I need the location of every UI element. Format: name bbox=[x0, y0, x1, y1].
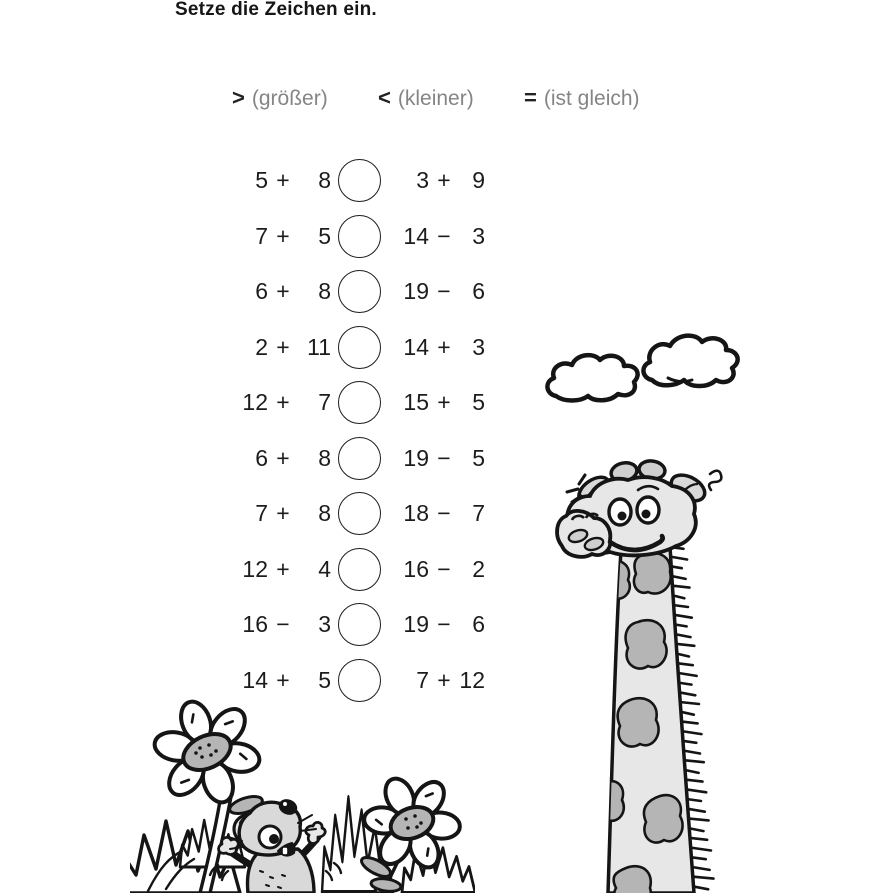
less-label: (kleiner) bbox=[397, 87, 474, 110]
left-operator: + bbox=[276, 555, 290, 582]
left-operand-2: 5 bbox=[318, 666, 331, 693]
answer-circle[interactable] bbox=[338, 326, 381, 369]
answer-circle[interactable] bbox=[338, 270, 381, 313]
giraffe-illustration bbox=[552, 450, 732, 893]
answer-circle[interactable] bbox=[338, 381, 381, 424]
right-operand-2: 3 bbox=[472, 222, 485, 249]
legend-equal bbox=[524, 85, 640, 111]
answer-circle[interactable] bbox=[338, 492, 381, 535]
left-operand-1: 7 bbox=[255, 500, 268, 527]
left-operand-1: 12 bbox=[242, 555, 268, 582]
right-operand-2: 5 bbox=[472, 389, 485, 416]
right-operand-2: 6 bbox=[472, 611, 485, 638]
left-operand-1: 5 bbox=[255, 167, 268, 194]
right-operand-1: 7 bbox=[416, 666, 429, 693]
exercise-list bbox=[230, 153, 485, 708]
right-operator: − bbox=[437, 222, 451, 249]
mouse-tooth bbox=[282, 847, 288, 855]
left-operand-2: 8 bbox=[318, 278, 331, 305]
right-operator: + bbox=[437, 389, 451, 416]
meadow-illustration bbox=[130, 695, 475, 893]
left-operand-1: 14 bbox=[242, 666, 268, 693]
flower bbox=[152, 697, 261, 806]
answer-circle[interactable] bbox=[338, 548, 381, 591]
left-operator: + bbox=[276, 222, 290, 249]
left-operand-2: 11 bbox=[307, 333, 331, 360]
exercise-row bbox=[230, 375, 485, 431]
left-operand-1: 6 bbox=[255, 278, 268, 305]
right-operator: + bbox=[437, 666, 451, 693]
left-operator: − bbox=[276, 611, 290, 638]
left-operand-2: 7 bbox=[318, 389, 331, 416]
mouse-hand bbox=[306, 822, 325, 843]
cloud-large bbox=[643, 336, 737, 386]
squiggle bbox=[709, 471, 721, 490]
answer-circle[interactable] bbox=[338, 603, 381, 646]
equal-label: (ist gleich) bbox=[543, 87, 640, 110]
right-operand-1: 18 bbox=[403, 500, 429, 527]
answer-circle[interactable] bbox=[338, 215, 381, 258]
exercise-row bbox=[230, 597, 485, 653]
left-operand-2: 8 bbox=[318, 167, 331, 194]
cloud-small bbox=[547, 355, 637, 400]
exercise-row bbox=[230, 153, 485, 209]
left-operator: + bbox=[276, 500, 290, 527]
legend-less bbox=[378, 85, 474, 111]
right-operand-1: 16 bbox=[403, 555, 429, 582]
legend-greater bbox=[232, 85, 328, 111]
right-operator: + bbox=[437, 167, 451, 194]
left-operator: + bbox=[276, 666, 290, 693]
clouds-illustration bbox=[540, 330, 740, 414]
answer-circle[interactable] bbox=[338, 437, 381, 480]
right-operand-2: 3 bbox=[472, 333, 485, 360]
left-operand-1: 2 bbox=[255, 333, 268, 360]
equal-symbol: = bbox=[524, 85, 537, 110]
left-operand-2: 8 bbox=[318, 444, 331, 471]
right-operand-2: 5 bbox=[472, 444, 485, 471]
right-operand-2: 7 bbox=[472, 500, 485, 527]
exercise-row bbox=[230, 431, 485, 487]
right-operand-2: 6 bbox=[472, 278, 485, 305]
greater-symbol: > bbox=[232, 85, 245, 110]
right-operand-1: 19 bbox=[403, 444, 429, 471]
answer-circle[interactable] bbox=[338, 159, 381, 202]
page-title: Setze die Zeichen ein. bbox=[175, 0, 377, 20]
right-operand-1: 3 bbox=[416, 167, 429, 194]
left-operand-1: 16 bbox=[242, 611, 268, 638]
right-operand-2: 12 bbox=[459, 666, 485, 693]
exercise-row bbox=[230, 486, 485, 542]
exercise-row bbox=[230, 209, 485, 265]
right-operator: − bbox=[437, 611, 451, 638]
left-operand-1: 6 bbox=[255, 444, 268, 471]
left-operator: + bbox=[276, 444, 290, 471]
exercise-row bbox=[230, 264, 485, 320]
less-symbol: < bbox=[378, 85, 391, 110]
greater-label: (größer) bbox=[251, 87, 328, 110]
left-operand-2: 4 bbox=[318, 555, 331, 582]
exercise-row bbox=[230, 542, 485, 598]
right-operand-1: 19 bbox=[403, 278, 429, 305]
right-operand-1: 19 bbox=[403, 611, 429, 638]
exercise-row bbox=[230, 320, 485, 376]
right-operand-2: 9 bbox=[472, 167, 485, 194]
right-operand-2: 2 bbox=[472, 555, 485, 582]
right-operator: − bbox=[437, 555, 451, 582]
left-operator: + bbox=[276, 278, 290, 305]
left-operator: + bbox=[276, 389, 290, 416]
right-operand-1: 14 bbox=[403, 333, 429, 360]
right-operator: + bbox=[437, 333, 451, 360]
left-operand-2: 3 bbox=[318, 611, 331, 638]
left-operand-2: 5 bbox=[318, 222, 331, 249]
right-operator: − bbox=[437, 278, 451, 305]
left-operator: + bbox=[276, 167, 290, 194]
left-operand-2: 8 bbox=[318, 500, 331, 527]
left-operand-1: 12 bbox=[242, 389, 268, 416]
right-operator: − bbox=[437, 500, 451, 527]
left-operator: + bbox=[276, 333, 290, 360]
right-operand-1: 15 bbox=[403, 389, 429, 416]
right-operand-1: 14 bbox=[403, 222, 429, 249]
right-operator: − bbox=[437, 444, 451, 471]
left-operand-1: 7 bbox=[255, 222, 268, 249]
